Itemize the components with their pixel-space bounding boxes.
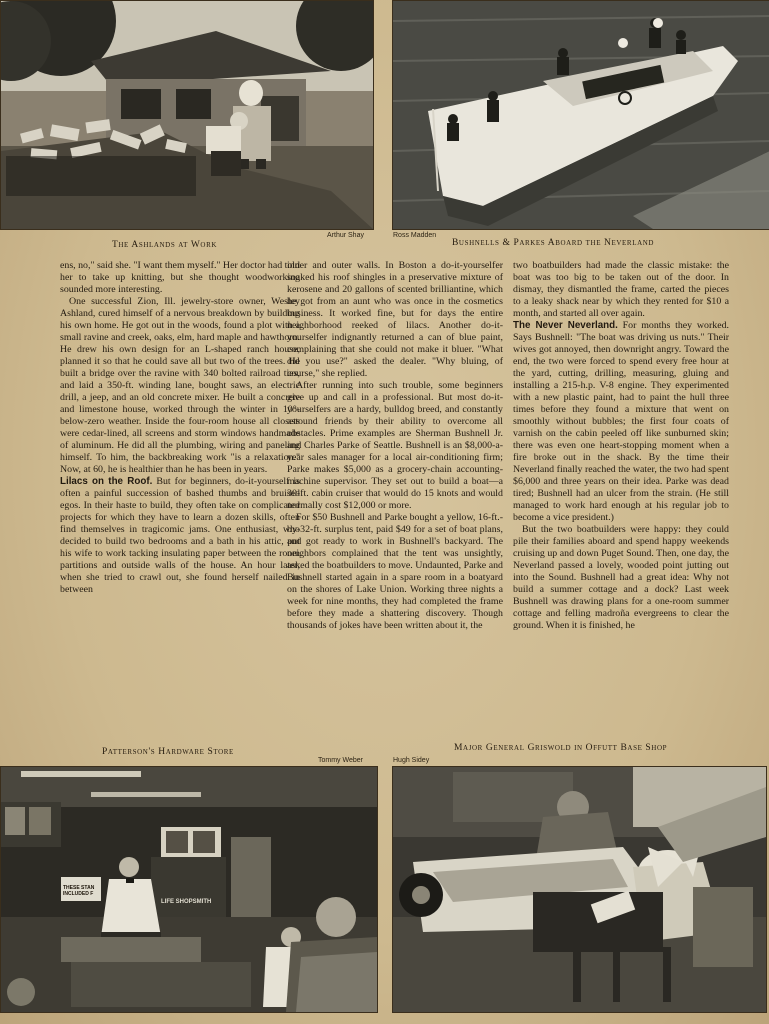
photo-credit-ross-madden: Ross Madden bbox=[393, 232, 437, 239]
photo-credit-arthur-shay: Arthur Shay bbox=[327, 232, 364, 239]
col2-para-3: For $50 Bushnell and Parke bought a yellow, 16-ft.-by-32-ft. surplus tent, paid $49 for a set of boat plans, and got ready to work in Bushnell's backyard. The neighbors complained that the tent was unsightly, asked the boatbuilders to move. Undaunted, Parke and Bushnell started again in a spare room in a boatyard on the shores of Lake Union. Working three nights a week for nine months, they had completed the frame before they made a shattering discovery. Though thousands of jokes have been written about it, the bbox=[287, 512, 503, 631]
subhead-lilacs-on-the-roof: Lilacs on the Roof. bbox=[60, 476, 153, 487]
col3-para-2 bbox=[513, 320, 729, 524]
subhead-never-neverland: The Never Neverland. bbox=[513, 320, 618, 331]
col3-para-1: two boatbuilders had made the classic mistake: the boat was too big to be taken out of the door. In dismay, they dismantled the frame, carted the pieces to a leaky shack near by which they rented for $10 a month, and started all over again. bbox=[513, 260, 729, 319]
photo-neverland-boat bbox=[392, 0, 769, 230]
article-column-1 bbox=[60, 260, 300, 748]
caption-pattersons-hardware: Patterson's Hardware Store bbox=[102, 747, 234, 757]
display-sign: LIFE SHOPSMITH bbox=[161, 899, 212, 905]
col3-para-3: But the two boatbuilders were happy: they could pile their families aboard and spend happy weekends cruising up and down Puget Sound. Then, one day, the Neverland passed a lovely, wooded point jutting out into the Sound. Bushnell had a great idea: Why not build a summer cottage and a dock? Last week Bushnell was drawing plans for a one-room summer cottage and felling madroña evergreens to clear the ground. When it is finished, he bbox=[513, 524, 729, 631]
caption-bushnells-parkes: Bushnells & Parkes Aboard the Neverland bbox=[452, 238, 655, 248]
col1-para-3-text: But for beginners, do-it-yourself is often a painful succession of bashed thumbs and bruised egos. In their haste to build, they often take on complicated projects for which they have to learn a dozen skills, often find themselves in tragicomic jams. One enthusiast, who decided to build two bedrooms and a bath in his attic, put his wife to work tacking insulating paper between the room partitions and outside walls of the house. An hour later, when she tried to crawl out, she found herself nailed in between bbox=[60, 476, 301, 595]
col1-para-2: One successful Zion, Ill. jewelry-store owner, Wesley Ashland, cured himself of a nervous breakdown by building his own home. He got out in the woods, found a plot with a small ravine and creek, oaks, elm, hard maple and hawthorn. He drew his own design for an L-shaped ranch house, planned it so that he could save all but two of the trees. He built a bridge over the ravine with 340 bolted railroad ties, and laid a 350-ft. winding lane, bought saws, an electric drill, a jeep, and an old concrete mixer. He built a concrete and limestone house, worked through the winter in 10°-below-zero weather. Inside the four-room house all closets were cedar-lined, all screens and storm windows handmade of aluminum. He did all the plumbing, wiring and paneling himself. To him, the backbreaking work "is a relaxation." Now, at 60, he is healthier than he has been in years. bbox=[60, 296, 300, 475]
photo-offutt-base-shop bbox=[392, 766, 767, 1013]
caption-major-general-griswold: Major General Griswold in Offutt Base Shop bbox=[454, 743, 668, 753]
photo-ashlands-at-work bbox=[0, 0, 374, 230]
col2-para-2: After running into such trouble, some beginners give up and call in a professional. But most do-it-yourselfers are a hardy, bulldog breed, and constantly astound friends by their ability to overcome all obstacles. Prime examples are Sherman Bushnell Jr. and Charles Parke of Seattle. Bushnell is an $8,000-a-year sales manager for a local air-conditioning firm; Parke makes $5,000 as a grocery-chain accounting-machine supervisor. They set out to build a boat—a 30-ft. cabin cruiser that would do 15 knots and would normally cost $12,000 or more. bbox=[287, 380, 503, 511]
article-column-2 bbox=[287, 260, 503, 748]
store-sign: THESE STAN INCLUDED F bbox=[63, 885, 99, 897]
col3-para-2-text: For months they worked. Says Bushnell: "The boat was driving us nuts." Their wives got annoyed, then downright angry. Toward the end, the two were forced to spend every free hour at the yard, cutting, drilling, measuring, gluing and installing a 215-h.p. V-8 engine. They experimented with a new plastic paint, had to paint the hull three times before they found a mixture that went on smoothly without bubbles; the first four coats of varnish on the cabin peeled off like sunburned skin; there was even one heart-stopping moment when a fire broke out in the shack. By the time their Neverland finally reached the water, the two had spent $6,000 and three years on their idea. Parke was dead tired; Bushnell had an ulcer from the strain. (He still managed to work hard enough at his regular job to become a vice president.) bbox=[513, 320, 729, 523]
photo-credit-tommy-weber: Tommy Weber bbox=[318, 757, 363, 764]
caption-ashlands: The Ashlands at Work bbox=[112, 240, 218, 250]
photo-pattersons-hardware bbox=[0, 766, 378, 1013]
col1-para-1: ens, no," said she. "I want them myself." Her doctor had told her to take up knitting, but she thought woodworking sounded more interesting. bbox=[60, 260, 300, 295]
col1-para-3 bbox=[60, 476, 300, 596]
article-column-3 bbox=[513, 260, 729, 748]
col2-para-1: inner and outer walls. In Boston a do-it-yourselfer soaked his roof shingles in a preservative mixture of kerosene and 20 gallons of scented brilliantine, which he got from an aunt who was once in the cosmetics business. It worked fine, but for days the entire neighborhood reeked of lilacs. Another do-it-yourselfer indignantly returned a can of blue paint, complaining that she could not make it bluer. "What did you use?" asked the dealer. "Why bluing, of course," she replied. bbox=[287, 260, 503, 379]
photo-credit-hugh-sidey: Hugh Sidey bbox=[393, 757, 430, 764]
